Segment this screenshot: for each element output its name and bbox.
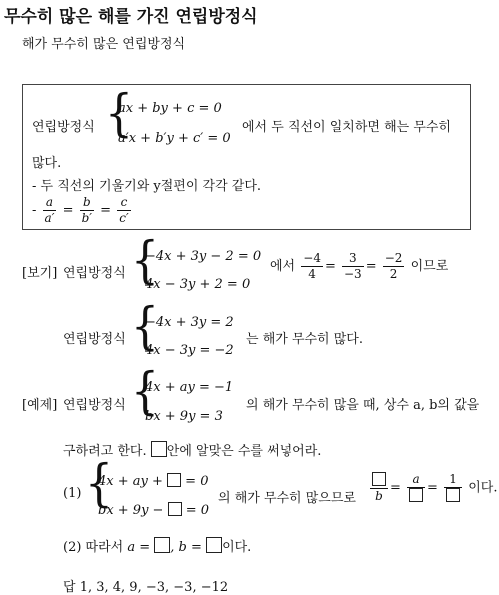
example-eq4: 4x − 3y = −2 xyxy=(145,343,234,358)
problem-line2b: 안에 알맞은 수를 써넣어라. xyxy=(166,444,322,459)
concept-eq1: ax + by + c = 0 xyxy=(118,101,222,116)
p1-eq1 xyxy=(98,473,208,489)
p1-tail: 이다. xyxy=(468,480,498,496)
page-title: 무수히 많은 해를 가진 연립방정식 xyxy=(4,7,258,27)
problem-eq2: bx + 9y = 3 xyxy=(145,409,223,424)
example-brace: { xyxy=(131,231,159,290)
p1-after: 의 해가 무수히 많으므로 xyxy=(218,491,356,506)
p2-line xyxy=(63,536,251,555)
answer-label: 답 xyxy=(63,580,76,595)
p2-label: (2) 따라서 xyxy=(63,540,124,555)
concept-point1: - 두 직선의 기울기와 y절편이 각각 같다. xyxy=(32,179,262,194)
p1-eq2a: bx + 9y − xyxy=(98,503,164,518)
concept-point2 xyxy=(32,195,133,226)
p1-eq1b: = 0 xyxy=(185,474,209,489)
p1-frac2: a xyxy=(407,472,425,504)
concept-cont: 많다. xyxy=(32,156,62,171)
example-label2: 연립방정식 xyxy=(63,332,126,347)
p2-b: , b = xyxy=(170,540,202,555)
problem-line2a: 구하려고 한다. xyxy=(63,444,147,459)
example-label: 연립방정식 xyxy=(63,266,126,281)
example-tag: [보기] xyxy=(22,266,58,281)
p1-brace: { xyxy=(85,454,113,513)
section-subtitle: 해가 무수히 많은 연립방정식 xyxy=(22,37,186,52)
concept-point2-prefix: - xyxy=(32,203,37,218)
ratio-eq: = xyxy=(62,203,74,218)
concept-brace: { xyxy=(105,84,133,143)
example-eq1: −4x + 3y − 2 = 0 xyxy=(145,249,262,264)
example-brace2: { xyxy=(131,297,159,356)
problem-eq1: 4x + ay = −1 xyxy=(145,380,234,395)
example-frac1: $\frac{-4}{4}$ xyxy=(303,251,321,281)
answer-line xyxy=(63,576,228,595)
p2-blank-a[interactable] xyxy=(154,537,170,553)
p1-eq2 xyxy=(98,502,209,518)
example-frac3: $\frac{-2}{2}$ xyxy=(384,251,403,281)
ratio-b: $\frac{b}{b'}$ xyxy=(81,195,93,225)
answer-values: 1, 3, 4, 9, −3, −3, −12 xyxy=(79,580,229,595)
p2-blank-b[interactable] xyxy=(206,537,222,553)
p2-tail: 이다. xyxy=(222,540,252,555)
example-frac2: $\frac{3}{-3}$ xyxy=(344,251,362,281)
p1-blank-3[interactable] xyxy=(372,472,386,486)
example-eq2: 4x − 3y + 2 = 0 xyxy=(145,277,251,292)
p1-blank-1[interactable] xyxy=(167,473,181,487)
example-after-suffix: 이므로 xyxy=(410,259,449,274)
problem-brace: { xyxy=(131,362,159,421)
concept-after: 에서 두 직선이 일치하면 해는 무수히 xyxy=(242,120,452,135)
p1-blank-4[interactable] xyxy=(409,488,423,502)
problem-after: 의 해가 무수히 많을 때, 상수 a, b의 값을 xyxy=(246,398,480,413)
example-after: 에서 $\frac{-4}{4}$ = $\frac{3}{-3}$ = $\frac{-2}{2}$ 이므로 xyxy=(270,251,449,281)
example-after-prefix: 에서 xyxy=(270,259,296,274)
p2-a: a = xyxy=(127,540,151,555)
blank-box-hint xyxy=(151,441,167,457)
p1-frac1: b xyxy=(370,472,388,504)
ratio-c: $\frac{c}{c'}$ xyxy=(119,195,129,225)
problem-tag: [예제] xyxy=(22,398,58,413)
p1-blank-5[interactable] xyxy=(446,488,460,502)
p1-label: (1) xyxy=(63,486,82,501)
concept-label: 연립방정식 xyxy=(32,120,95,135)
concept-eq2: a′x + b′y + c′ = 0 xyxy=(118,131,231,146)
p1-frac3: 1 xyxy=(444,472,462,504)
ratio-eq-2: = xyxy=(100,203,112,218)
example-eq3: −4x + 3y = 2 xyxy=(145,315,234,330)
example-after2: 는 해가 무수히 많다. xyxy=(246,332,363,347)
p1-blank-2[interactable] xyxy=(168,502,182,516)
problem-label: 연립방정식 xyxy=(63,398,126,413)
ratio-a: $\frac{a}{a'}$ xyxy=(44,195,55,225)
p1-fractions: b = a = 1 이다. xyxy=(368,472,497,504)
p1-eq2b: = 0 xyxy=(185,503,210,518)
p1-eq1a: 4x + ay + xyxy=(98,474,163,489)
